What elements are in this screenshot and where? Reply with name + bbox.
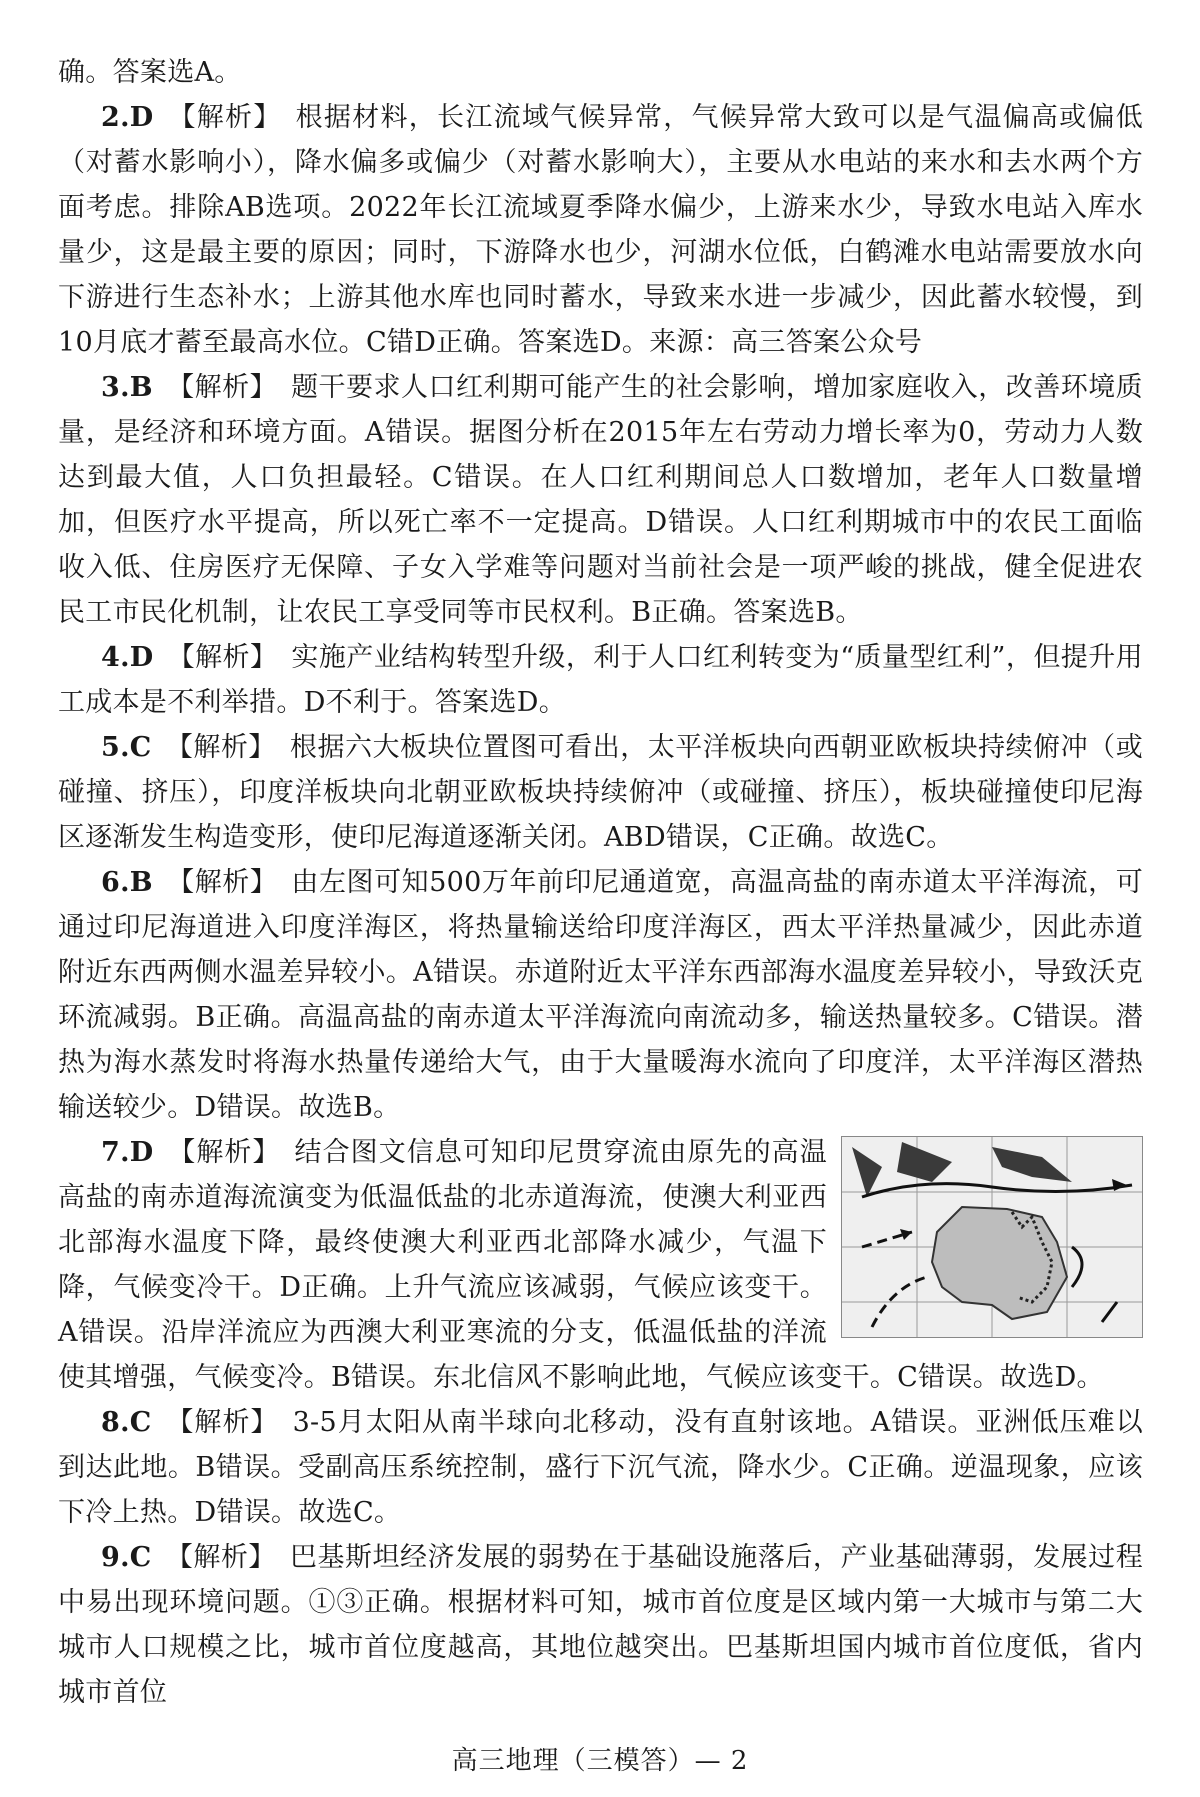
answer-9 <box>58 1535 1143 1715</box>
answer-3 <box>58 365 1143 635</box>
answer-text: 根据六大板块位置图可看出，太平洋板块向西朝亚欧板块持续俯冲（或碰撞、挤压），印度洋板块向北朝亚欧板块持续俯冲（或碰撞、挤压），板块碰撞使印尼海区逐渐发生构造变形，使印尼海道逐渐关闭。ABD错误，C正确。故选C。 <box>58 732 1143 853</box>
analysis-tag: 【解析】 <box>166 372 278 403</box>
answer-6 <box>58 860 1143 1130</box>
answer-7 <box>58 1130 1143 1400</box>
answer-number: 3.B <box>101 372 153 403</box>
paragraph-1-continuation: 确。答案选A。 <box>58 57 242 88</box>
analysis-tag: 【解析】 <box>167 1137 281 1168</box>
answer-text: 实施产业结构转型升级，利于人口红利转变为“质量型红利”，但提升用工成本是不利举措。D不利于。答案选D。 <box>58 642 1143 718</box>
answer-5 <box>58 725 1143 860</box>
answer-number: 4.D <box>101 642 154 673</box>
answer-text: 由左图可知500万年前印尼通道宽，高温高盐的南赤道太平洋海流，可通过印尼海道进入印度洋海区，将热量输送给印度洋海区，西太平洋热量减少，因此赤道附近东西两侧水温差异较小。A错误。赤道附近太平洋东西部海水温度差异较小，导致沃克环流减弱。B正确。高温高盐的南赤道太平洋海流向南流动多，输送热量较多。C错误。潜热为海水蒸发时将海水热量传递给大气，由于大量暖海水流向了印度洋，太平洋海区潜热输送较少。D错误。故选B。 <box>58 867 1143 1123</box>
answer-text: 结合图文信息可知印尼贯穿流由原先的高温高盐的南赤道海流演变为低温低盐的北赤道海流，使澳大利亚西北部海水温度下降，最终使澳大利亚西北部降水减少，气温下降，气候变冷干。D正确。上升气流应该减弱，气候应该变干。A错误。沿岸洋流应为西澳大利亚寒流的分支，低温低盐的洋流使其增强，气候变冷。B错误。东北信风不影响此地，气候应该变干。C错误。故选D。 <box>58 1137 1104 1393</box>
answer-number: 7.D <box>101 1137 154 1168</box>
answer-number: 2.D <box>101 102 154 133</box>
page-footer: 高三地理（三模答）— 2 <box>451 1746 749 1776</box>
answer-number: 5.C <box>101 732 152 763</box>
australia-map-figure <box>841 1136 1143 1338</box>
answer-2 <box>58 95 1143 365</box>
analysis-tag: 【解析】 <box>165 732 276 763</box>
answer-text: 巴基斯坦经济发展的弱势在于基础设施落后，产业基础薄弱，发展过程中易出现环境问题。①③正确。根据材料可知，城市首位度是区域内第一大城市与第二大城市人口规模之比，城市首位度越高，其地位越突出。巴基斯坦国内城市首位度低，省内城市首位 <box>58 1542 1143 1708</box>
answer-7-with-map <box>58 1130 1143 1400</box>
analysis-tag: 【解析】 <box>167 102 282 133</box>
answer-body <box>58 0 1143 1715</box>
answer-text: 题干要求人口红利期可能产生的社会影响，增加家庭收入，改善环境质量，是经济和环境方面。A错误。据图分析在2015年左右劳动力增长率为0，劳动力人数达到最大值，人口负担最轻。C错误。在人口红利期间总人口数增加，老年人口数量增加，但医疗水平提高，所以死亡率不一定提高。D错误。人口红利期城市中的农民工面临收入低、住房医疗无保障、子女入学难等问题对当前社会是一项严峻的挑战，健全促进农民工市民化机制，让农民工享受同等市民权利。B正确。答案选B。 <box>58 372 1143 628</box>
answer-number: 8.C <box>101 1407 152 1438</box>
answer-number: 9.C <box>101 1542 152 1573</box>
analysis-tag: 【解析】 <box>166 867 278 898</box>
analysis-tag: 【解析】 <box>165 1542 276 1573</box>
answer-4 <box>58 635 1143 725</box>
answer-number: 6.B <box>101 867 153 898</box>
analysis-tag: 【解析】 <box>167 642 278 673</box>
analysis-tag: 【解析】 <box>165 1407 279 1438</box>
australia-map-icon <box>842 1137 1142 1337</box>
answer-text: 根据材料，长江流域气候异常，气候异常大致可以是气温偏高或偏低（对蓄水影响小），降水偏多或偏少（对蓄水影响大），主要从水电站的来水和去水两个方面考虑。排除AB选项。2022年长江流域夏季降水偏少，上游来水少，导致水电站入库水量少，这是最主要的原因；同时，下游降水也少，河湖水位低，白鹤滩水电站需要放水向下游进行生态补水；上游其他水库也同时蓄水，导致来水进一步减少，因此蓄水较慢，到10月底才蓄至最高水位。C错D正确。答案选D。来源：高三答案公众号 <box>58 102 1144 358</box>
answer-8 <box>58 1400 1143 1535</box>
answer-text: 3-5月太阳从南半球向北移动，没有直射该地。A错误。亚洲低压难以到达此地。B错误。受副高压系统控制，盛行下沉气流，降水少。C正确。逆温现象，应该下冷上热。D错误。故选C。 <box>58 1407 1144 1528</box>
